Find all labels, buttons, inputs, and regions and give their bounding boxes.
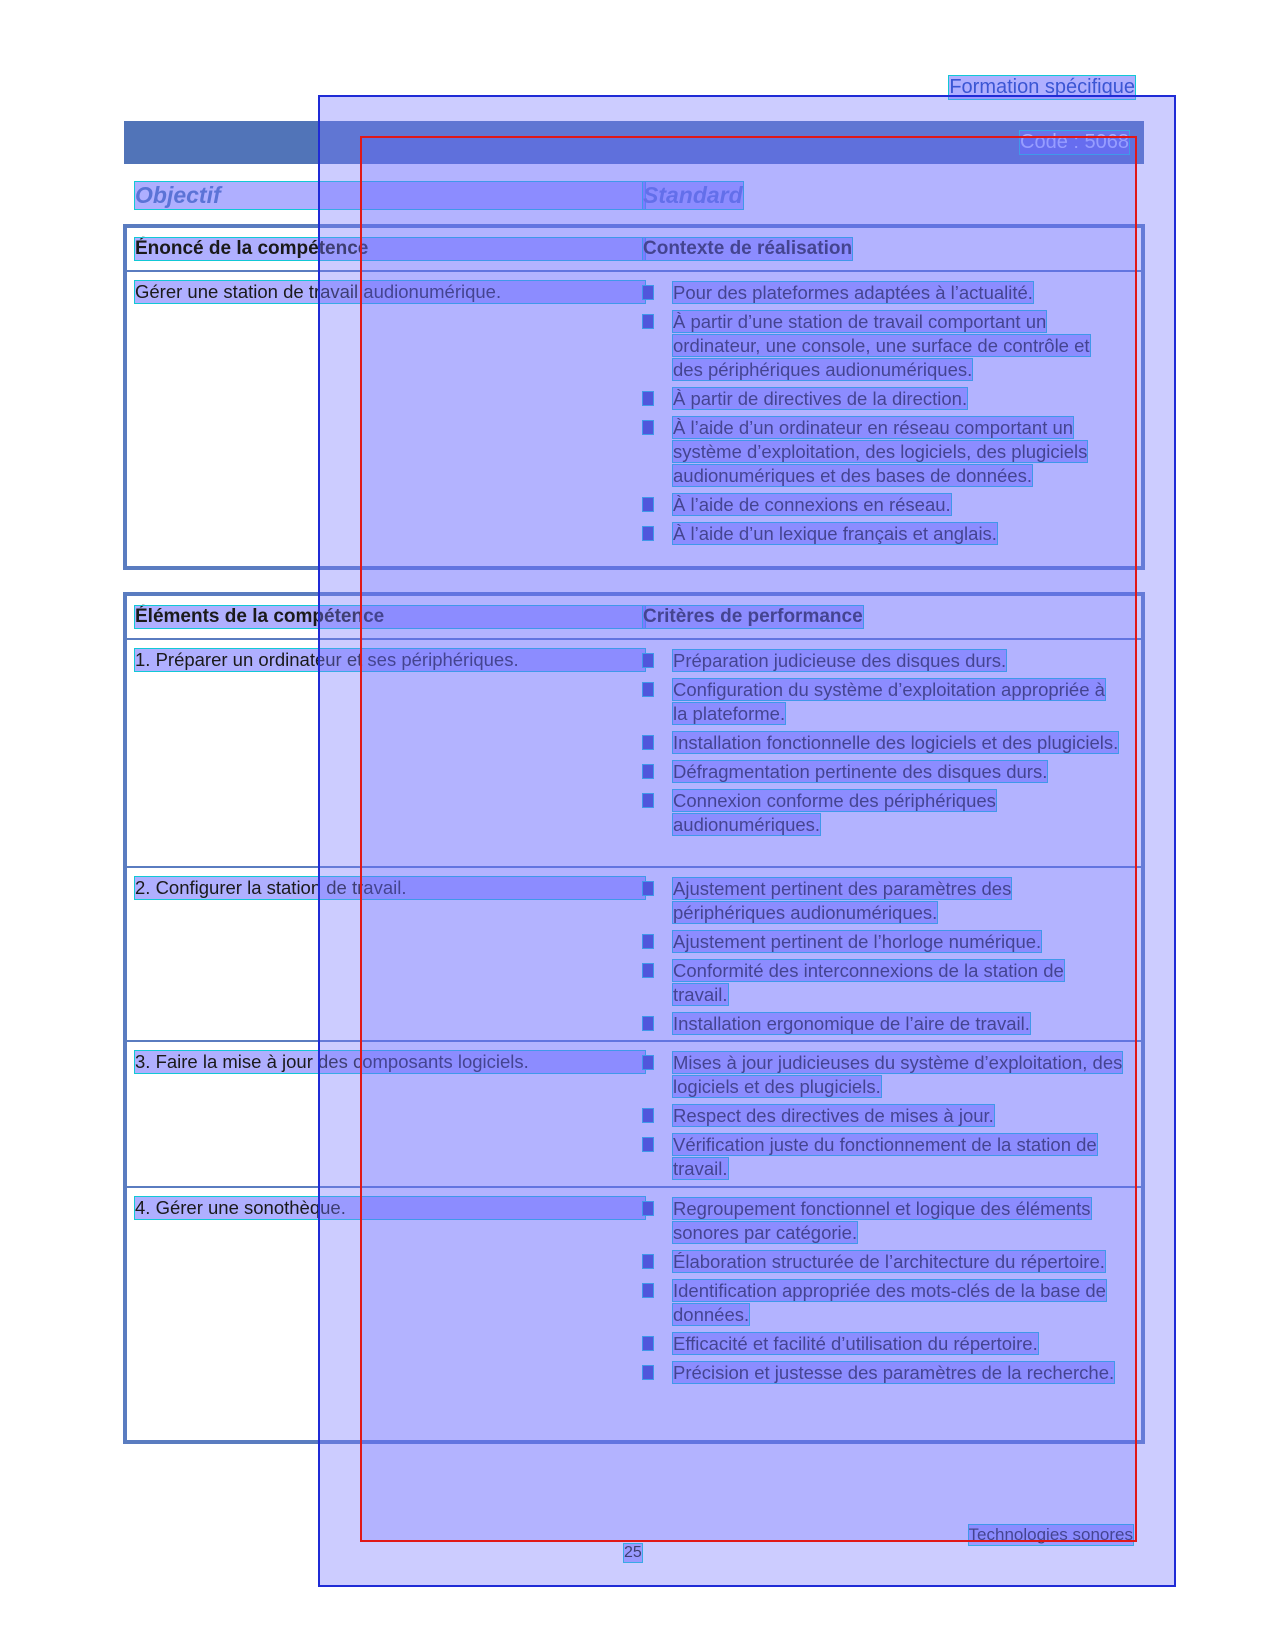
bullet-icon [643,1337,653,1350]
footer-program-name: Technologies sonores [968,1525,1133,1544]
divider [127,866,1141,868]
bullet-icon [643,1255,653,1268]
code-banner [124,121,1144,164]
bullet-icon [643,794,653,807]
bullet-icon [643,736,653,749]
list-item: Mises à jour judicieuses du système d’exploitation, des logiciels et des plugiciels. [643,1051,1123,1099]
list-item: À l’aide d’un ordinateur en réseau comportant un système d’exploitation, des logiciels, des plugiciels audionumériques et des bases de données. [643,416,1123,488]
bullet-icon [643,882,653,895]
list-item: Ajustement pertinent de l’horloge numérique. [643,930,1123,954]
bullet-icon [643,498,653,511]
bullet-icon [643,392,653,405]
bullet-icon [643,935,653,948]
list-item: Identification appropriée des mots-clés de la base de données. [643,1279,1123,1327]
bullet-icon [643,683,653,696]
competency-code: Code : 5068 [1020,131,1129,153]
bullet-icon [643,1366,653,1379]
list-item: Conformité des interconnexions de la station de travail. [643,959,1123,1007]
list-item: Élaboration structurée de l’architecture du répertoire. [643,1250,1123,1274]
bullet-icon [643,654,653,667]
bullet-icon [643,315,653,328]
bullet-icon [643,286,653,299]
criteria-list-1 [643,649,1123,842]
element-1: 1. Préparer un ordinateur et ses périphériques. [135,649,645,671]
list-item: Efficacité et facilité d’utilisation du répertoire. [643,1332,1123,1356]
element-3: 3. Faire la mise à jour des composants logiciels. [135,1051,645,1073]
bullet-icon [643,1056,653,1069]
competency-statement: Gérer une station de travail audionumérique. [135,281,645,303]
bullet-icon [643,1109,653,1122]
list-item: À partir de directives de la direction. [643,387,1123,411]
criteria-list-3 [643,1051,1123,1186]
element-4: 4. Gérer une sonothèque. [135,1197,645,1219]
bullet-icon [643,1202,653,1215]
list-item: Connexion conforme des périphériques audionumériques. [643,789,1123,837]
elements-header: Éléments de la compétence [135,606,645,628]
bullet-icon [643,1138,653,1151]
list-item: À partir d’une station de travail comportant un ordinateur, une console, une surface de contrôle et des périphériques audionumériques. [643,310,1123,382]
list-item: Pour des plateformes adaptées à l’actualité. [643,281,1123,305]
bullet-icon [643,527,653,540]
objective-heading: Objectif [135,182,645,209]
list-item: À l’aide de connexions en réseau. [643,493,1123,517]
page-number: 25 [624,1544,642,1561]
list-item: Précision et justesse des paramètres de la recherche. [643,1361,1123,1385]
element-2: 2. Configurer la station de travail. [135,877,645,899]
bullet-icon [643,1017,653,1030]
list-item: Vérification juste du fonctionnement de la station de travail. [643,1133,1123,1181]
list-item: Défragmentation pertinente des disques durs. [643,760,1123,784]
criteria-list-4 [643,1197,1123,1390]
divider [127,270,1141,272]
statement-header: Énoncé de la compétence [135,238,645,260]
bullet-icon [643,421,653,434]
bullet-icon [643,765,653,778]
list-item: Regroupement fonctionnel et logique des éléments sonores par catégorie. [643,1197,1123,1245]
list-item: Préparation judicieuse des disques durs. [643,649,1123,673]
divider [127,638,1141,640]
context-header: Contexte de réalisation [643,238,853,259]
list-item: Respect des directives de mises à jour. [643,1104,1123,1128]
list-item: Configuration du système d’exploitation appropriée à la plateforme. [643,678,1123,726]
list-item: Installation ergonomique de l’aire de travail. [643,1012,1123,1036]
divider [127,1186,1141,1188]
list-item: À l’aide d’un lexique français et anglais. [643,522,1123,546]
program-title: Formation spécifique [949,76,1135,98]
context-list [643,281,1123,551]
criteria-header: Critères de performance [643,606,863,627]
list-item: Ajustement pertinent des paramètres des périphériques audionumériques. [643,877,1123,925]
bullet-icon [643,964,653,977]
standard-heading: Standard [643,182,743,208]
criteria-list-2 [643,877,1123,1041]
list-item: Installation fonctionnelle des logiciels et des plugiciels. [643,731,1123,755]
bullet-icon [643,1284,653,1297]
